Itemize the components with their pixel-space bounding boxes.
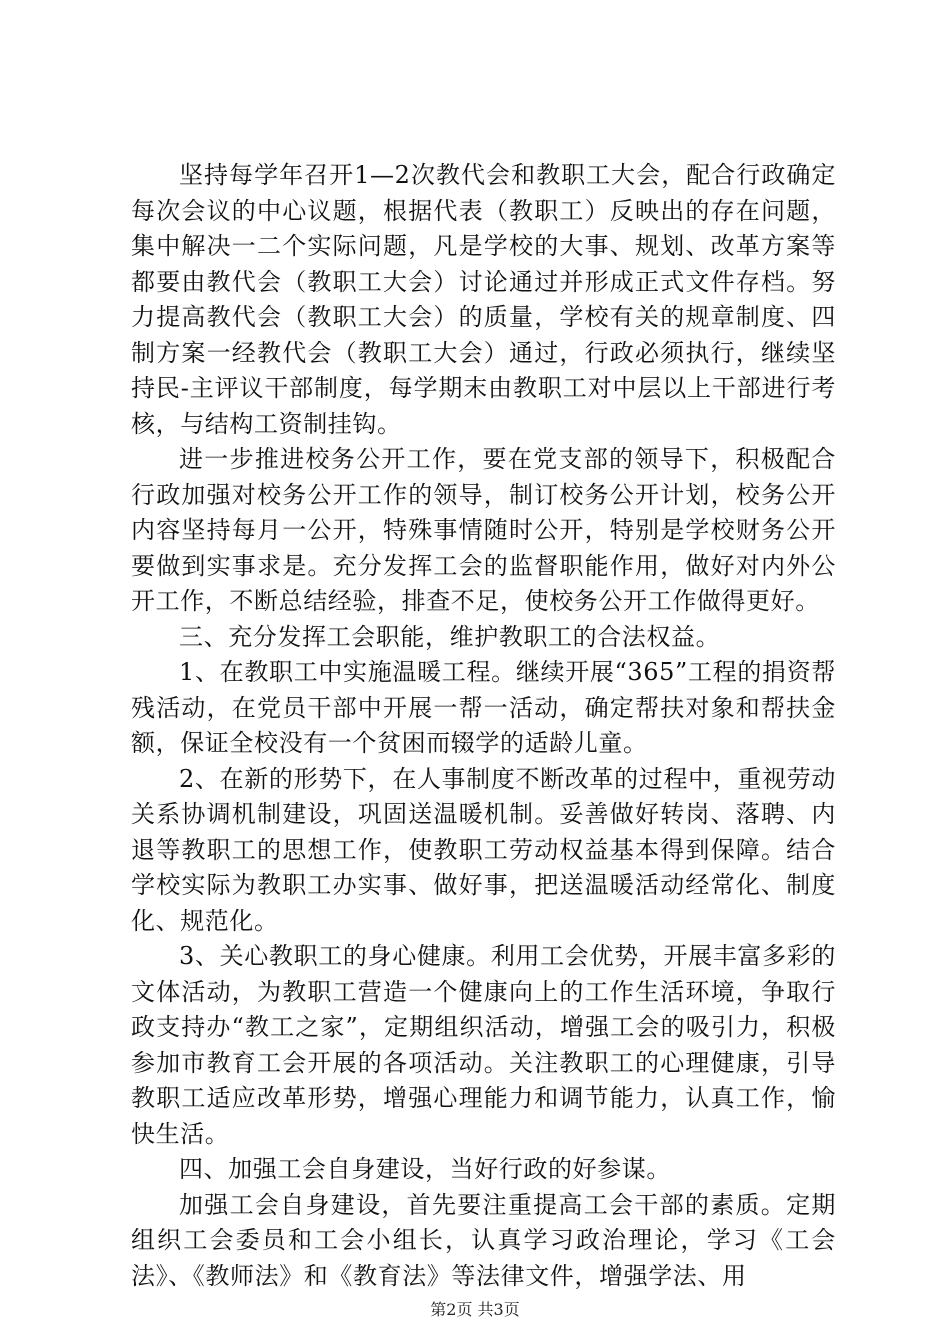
document-body (131, 158, 836, 1294)
paragraph-1: 坚持每学年召开1—2次教代会和教职工大会，配合行政确定每次会议的中心议题，根据代表（教职工）反映出的存在问题，集中解决一二个实际问题，凡是学校的大事、规划、改革方案等都要由教代会（教职工大会）讨论通过并形成正式文件存档。努力提高教代会（教职工大会）的质量，学校有关的规章制度、四制方案一经教代会（教职工大会）通过，行政必须执行，继续坚持民-主评议干部制度，每学期末由教职工对中层以上干部进行考核，与结构工资制挂钩。 (131, 161, 836, 438)
section-heading-3: 三、充分发挥工会职能，维护教职工的合法权益。 (179, 622, 721, 651)
paragraph-last: 加强工会自身建设，首先要注重提高工会干部的素质。定期组织工会委员和工会小组长，认真学习政治理论，学习《工会法》、《教师法》和《教育法》等法律文件，增强学法、用 (131, 1190, 836, 1290)
paragraph-item-3: 3、关心教职工的身心健康。利用工会优势，开展丰富多彩的文体活动，为教职工营造一个健康向上的工作生活环境，争取行政支持办“教工之家”，定期组织活动，增强工会的吸引力，积极参加市教育工会开展的各项活动。关注教职工的心理健康，引导教职工适应改革形势，增强心理能力和调节能力，认真工作，愉快生活。 (131, 942, 836, 1148)
paragraph-item-1: 1、在教职工中实施温暖工程。继续开展“365”工程的捐资帮残活动，在党员干部中开展一帮一活动，确定帮扶对象和帮扶金额，保证全校没有一个贫困而辍学的适龄儿童。 (131, 658, 836, 757)
paragraph-2: 进一步推进校务公开工作，要在党支部的领导下，积极配合行政加强对校务公开工作的领导，制订校务公开计划，校务公开内容坚持每月一公开，特殊事情随时公开，特别是学校财务公开要做到实事求是。充分发挥工会的监督职能作用，做好对内外公开工作，不断总结经验，排查不足，使校务公开工作做得更好。 (131, 445, 836, 615)
paragraph-item-2: 2、在新的形势下，在人事制度不断改革的过程中，重视劳动关系协调机制建设，巩固送温暖机制。妥善做好转岗、落聘、内退等教职工的思想工作，使教职工劳动权益基本得到保障。结合学校实际为教职工办实事、做好事，把送温暖活动经常化、制度化、规范化。 (131, 764, 836, 935)
page-footer (0, 1300, 950, 1320)
section-heading-4: 四、加强工会自身建设，当好行政的好参谋。 (179, 1155, 671, 1183)
page-number: 第2页 共3页 (430, 1300, 520, 1319)
